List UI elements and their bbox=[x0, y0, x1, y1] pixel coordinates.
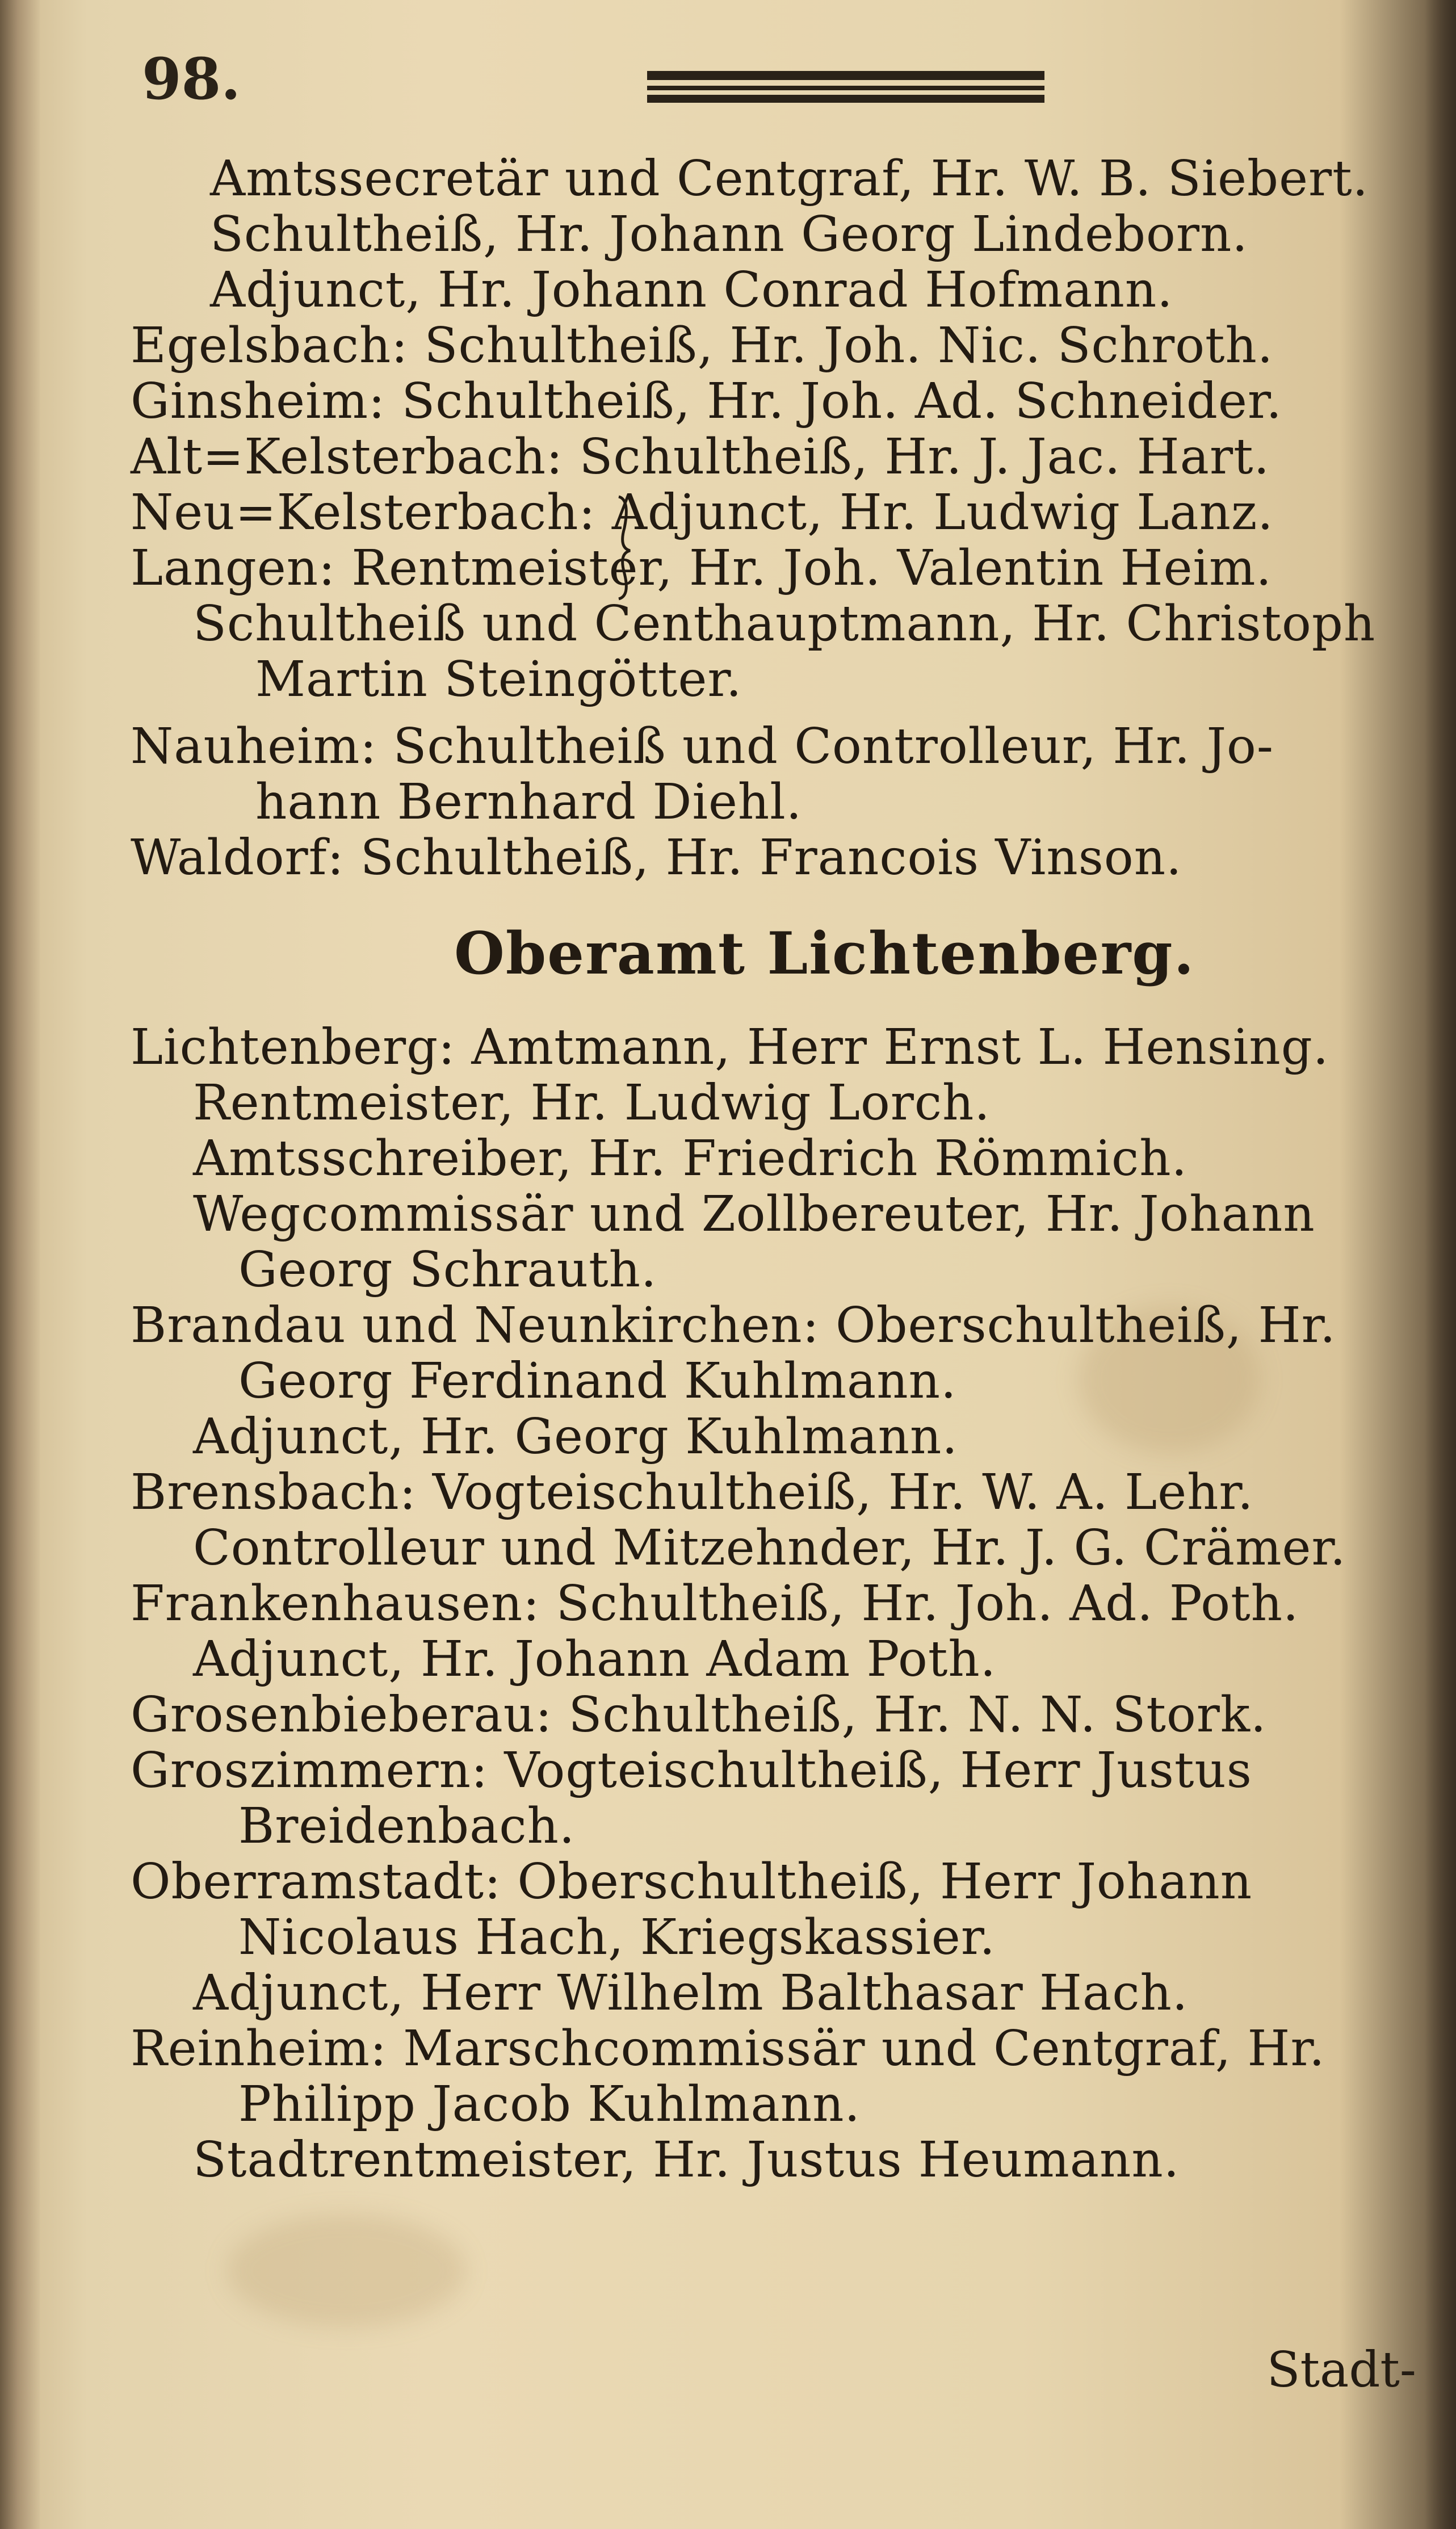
text-line: Brensbach: Vogteischultheiß, Hr. W. A. Lehr. bbox=[131, 1464, 1254, 1521]
text-line: Reinheim: Marschcommissär und Centgraf, Hr. bbox=[131, 2020, 1325, 2077]
text-line: Rentmeister, Hr. Ludwig Lorch. bbox=[193, 1075, 991, 1131]
text-line: Adjunct, Herr Wilhelm Balthasar Hach. bbox=[193, 1965, 1189, 2021]
text-line: Georg Ferdinand Kuhlmann. bbox=[238, 1353, 957, 1410]
text-line: Waldorf: Schultheiß, Hr. Francois Vinson. bbox=[131, 829, 1182, 886]
text-line: Ginsheim: Schultheiß, Hr. Joh. Ad. Schneider. bbox=[131, 373, 1282, 430]
page-number: 98. bbox=[142, 45, 241, 112]
header-ornament-rule bbox=[647, 71, 1044, 102]
text-line: Frankenhausen: Schultheiß, Hr. Joh. Ad. Poth. bbox=[131, 1575, 1299, 1632]
text-line: Grosenbieberau: Schultheiß, Hr. N. N. Stork. bbox=[131, 1687, 1267, 1743]
text-line: Amtsschreiber, Hr. Friedrich Römmich. bbox=[193, 1130, 1188, 1187]
text-line: Controlleur und Mitzehnder, Hr. J. G. Crämer. bbox=[193, 1520, 1346, 1576]
text-line: hann Bernhard Diehl. bbox=[255, 774, 803, 831]
text-line: Adjunct, Hr. Johann Conrad Hofmann. bbox=[210, 262, 1173, 318]
text-line: Georg Schrauth. bbox=[238, 1242, 657, 1298]
text-line: Neu=Kelsterbach: Adjunct, Hr. Ludwig Lanz. bbox=[131, 484, 1274, 541]
text-line: Nauheim: Schultheiß und Controlleur, Hr. Jo- bbox=[131, 718, 1274, 775]
brace-ornament bbox=[616, 494, 633, 602]
text-line: Martin Steingötter. bbox=[255, 651, 742, 708]
text-line: Amtssecretär und Centgraf, Hr. W. B. Siebert. bbox=[210, 150, 1369, 207]
text-line: Adjunct, Hr. Georg Kuhlmann. bbox=[193, 1408, 958, 1465]
text-line: Groszimmern: Vogteischultheiß, Herr Justus bbox=[131, 1742, 1252, 1799]
page-gutter bbox=[0, 0, 40, 2529]
text-line: Egelsbach: Schultheiß, Hr. Joh. Nic. Schroth. bbox=[131, 317, 1274, 374]
page-header bbox=[142, 45, 1391, 125]
catchword: Stadt- bbox=[1266, 2342, 1416, 2398]
text-line: Lichtenberg: Amtmann, Herr Ernst L. Hensing. bbox=[131, 1019, 1329, 1076]
text-line: Breidenbach. bbox=[238, 1798, 576, 1855]
text-line: Brandau und Neunkirchen: Oberschultheiß, Hr. bbox=[131, 1297, 1336, 1354]
text-line: Adjunct, Hr. Johann Adam Poth. bbox=[193, 1631, 997, 1688]
text-line: Schultheiß, Hr. Johann Georg Lindeborn. bbox=[210, 206, 1248, 263]
text-line: Stadtrentmeister, Hr. Justus Heumann. bbox=[193, 2132, 1180, 2188]
text-line: Oberramstadt: Oberschultheiß, Herr Johann bbox=[131, 1853, 1253, 1910]
text-line: Nicolaus Hach, Kriegskassier. bbox=[238, 1909, 996, 1966]
text-line: Schultheiß und Centhauptmann, Hr. Christoph bbox=[193, 595, 1376, 652]
paper-stain bbox=[227, 2214, 465, 2327]
text-line: Philipp Jacob Kuhlmann. bbox=[238, 2076, 861, 2133]
text-line: Wegcommissär und Zollbereuter, Hr. Johann bbox=[193, 1186, 1315, 1243]
text-line: Langen: Rentmeister, Hr. Joh. Valentin Heim. bbox=[131, 540, 1272, 597]
section-heading: Oberamt Lichtenberg. bbox=[454, 920, 1195, 988]
text-line: Alt=Kelsterbach: Schultheiß, Hr. J. Jac. Hart. bbox=[131, 429, 1270, 485]
page-edge-shadow bbox=[1425, 0, 1456, 2529]
